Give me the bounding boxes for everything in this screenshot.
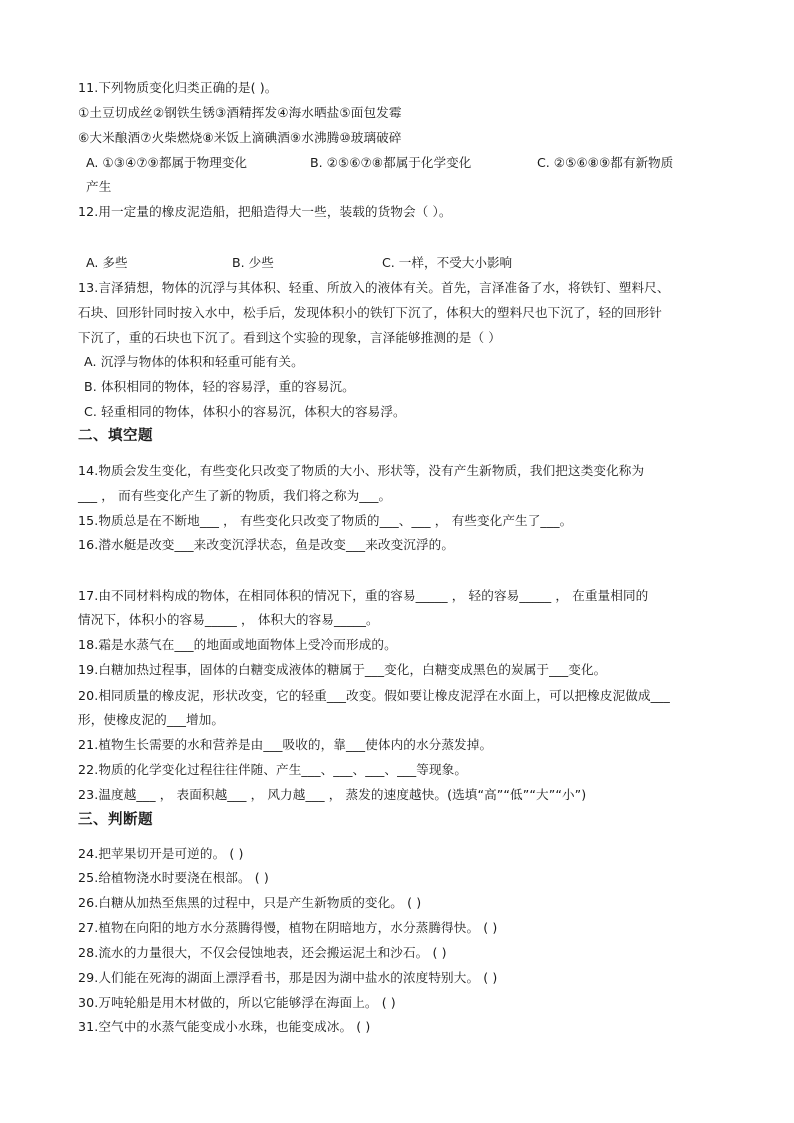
q25: 25.给植物浇水时要浇在根部。 ( ) <box>78 870 269 885</box>
q13-stem-line3: 下沉了，重的石块也下沉了。看到这个实验的现象，言泽能够推测的是（ ） <box>78 330 501 345</box>
q14-line1: 14.物质会发生变化，有些变化只改变了物质的大小、形状等，没有产生新物质，我们把这类变化称为 <box>78 463 645 478</box>
section-fill-in-heading: 二、填空题 <box>78 428 153 444</box>
q11-option-c: C. ②⑤⑥⑧⑨都有新物质 <box>537 155 674 170</box>
q29: 29.人们能在死海的湖面上漂浮看书，那是因为湖中盐水的浓度特别大。 ( ) <box>78 970 498 985</box>
q18: 18.霜是水蒸气在___的地面或地面物体上受冷而形成的。 <box>78 637 397 652</box>
q11-stem: 11.下列物质变化归类正确的是( )。 <box>78 80 278 95</box>
q12-option-c: C. 一样，不受大小影响 <box>382 255 513 270</box>
q22: 22.物质的化学变化过程往往伴随、产生___、___、___、___等现象。 <box>78 762 468 777</box>
q13-option-b: B. 体积相同的物体，轻的容易浮，重的容易沉。 <box>84 379 355 394</box>
q31: 31.空气中的水蒸气能变成小水珠，也能变成冰。 ( ) <box>78 1019 371 1034</box>
q15: 15.物质总是在不断地___ ， 有些变化只改变了物质的___、___ ， 有些变化产生了___。 <box>78 513 573 528</box>
q23: 23.温度越___ ， 表面积越___ ， 风力越___ ， 蒸发的速度越快。(选填“高”“低”“大”“小”) <box>78 787 587 802</box>
q12-option-a: A. 多些 <box>86 255 128 270</box>
q13-stem-line2: 石块、回形针同时按入水中，松手后，发现体积小的铁钉下沉了，体积大的塑料尺也下沉了，轻的回形针 <box>78 305 662 320</box>
q11-items-line2: ⑥大米酿酒⑦火柴燃烧⑧米饭上滴碘酒⑨水沸腾⑩玻璃破碎 <box>78 130 402 145</box>
q13-option-a: A. 沉浮与物体的体积和轻重可能有关。 <box>84 354 304 369</box>
q19: 19.白糖加热过程事，固体的白糖变成液体的糖属于___变化，白糖变成黑色的炭属于___变化。 <box>78 662 607 677</box>
q20-line1: 20.相同质量的橡皮泥，形状改变，它的轻重___改变。假如要让橡皮泥浮在水面上，可以把橡皮泥做成___ <box>78 688 670 703</box>
q20-line2: 形，使橡皮泥的___增加。 <box>78 712 225 727</box>
section-true-false-heading: 三、判断题 <box>78 812 153 828</box>
q12-stem: 12.用一定量的橡皮泥造船，把船造得大一些，装载的货物会（ ）。 <box>78 204 452 219</box>
q30: 30.万吨轮船是用木材做的，所以它能够浮在海面上。 ( ) <box>78 995 396 1010</box>
q13-stem-line1: 13.言泽猜想，物体的沉浮与其体积、轻重、所放入的液体有关。首先，言泽准备了水，将铁钉、塑料尺、 <box>78 280 670 295</box>
q12-option-b: B. 少些 <box>232 255 274 270</box>
q11-option-c-continued: 产生 <box>86 179 112 194</box>
q16: 16.潜水艇是改变___来改变沉浮状态，鱼是改变___来改变沉浮的。 <box>78 537 455 552</box>
q24: 24.把苹果切开是可逆的。 ( ) <box>78 846 244 861</box>
q17-line1: 17.由不同材料构成的物体，在相同体积的情况下，重的容易_____ ， 轻的容易_____ ， 在重量相同的 <box>78 588 649 603</box>
q21: 21.植物生长需要的水和营养是由___吸收的，靠___使体内的水分蒸发掉。 <box>78 737 493 752</box>
q27: 27.植物在向阳的地方水分蒸腾得慢，植物在阴暗地方，水分蒸腾得快。 ( ) <box>78 920 498 935</box>
q26: 26.白糖从加热至焦黑的过程中，只是产生新物质的变化。 ( ) <box>78 895 422 910</box>
q11-option-a: A. ①③④⑦⑨都属于物理变化 <box>86 155 248 170</box>
q14-line2: ___ ， 而有些变化产生了新的物质，我们将之称为___。 <box>78 488 392 503</box>
q11-option-b: B. ②⑤⑥⑦⑧都属于化学变化 <box>310 155 472 170</box>
q28: 28.流水的力量很大，不仅会侵蚀地表，还会搬运泥土和沙石。 ( ) <box>78 945 447 960</box>
q13-option-c: C. 轻重相同的物体，体积小的容易沉，体积大的容易浮。 <box>84 404 406 419</box>
q17-line2: 情况下，体积小的容易_____ ， 体积大的容易_____。 <box>78 612 379 627</box>
q11-items-line1: ①土豆切成丝②钢铁生锈③酒精挥发④海水晒盐⑤面包发霉 <box>78 105 402 120</box>
